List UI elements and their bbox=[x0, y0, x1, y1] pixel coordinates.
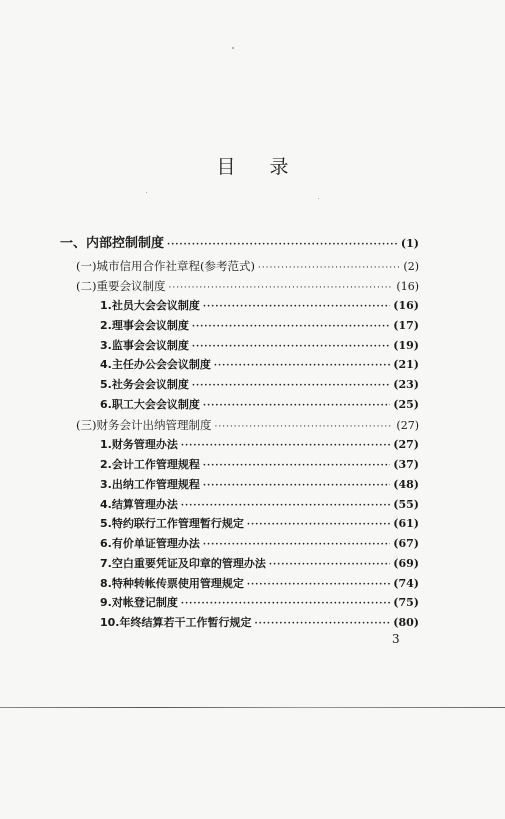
toc-entry-label: 3.出纳工作管理规程 bbox=[100, 478, 200, 491]
toc-entry-label: 一、内部控制制度 bbox=[60, 236, 165, 251]
toc-entry[interactable] bbox=[100, 536, 419, 553]
leader-dots bbox=[203, 458, 390, 474]
toc-entry[interactable] bbox=[100, 298, 419, 315]
toc-entry-page: (75) bbox=[393, 596, 419, 609]
toc-entry-page: (25) bbox=[393, 398, 419, 411]
toc-title: 目 录 bbox=[216, 156, 303, 178]
toc-entry-page: (23) bbox=[393, 378, 419, 391]
leader-dots bbox=[214, 358, 390, 374]
toc-entry-page: (55) bbox=[393, 498, 419, 511]
toc-entry[interactable] bbox=[100, 397, 419, 414]
toc-entry-label: 5.特约联行工作管理暂行规定 bbox=[100, 517, 244, 530]
leader-dots bbox=[192, 378, 390, 394]
toc-entry-page: (17) bbox=[393, 319, 419, 332]
toc-entry[interactable] bbox=[100, 437, 419, 454]
toc-entry-label: 8.特种转帐传票使用管理规定 bbox=[100, 577, 244, 590]
toc-entry-label: 10.年终结算若干工作暂行规定 bbox=[100, 616, 252, 629]
scan-speck bbox=[146, 192, 147, 193]
leader-dots bbox=[203, 537, 390, 553]
toc-entry[interactable] bbox=[100, 477, 419, 494]
leader-dots bbox=[168, 280, 393, 296]
toc-entry-label: 4.主任办公会会议制度 bbox=[100, 358, 211, 371]
toc-entry[interactable] bbox=[100, 556, 419, 573]
toc-entry-page: (67) bbox=[393, 537, 419, 550]
toc-entry-label: 1.社员大会会议制度 bbox=[100, 299, 200, 312]
toc-entry-label: 2.理事会会议制度 bbox=[100, 319, 189, 332]
toc-entry-page: (74) bbox=[393, 577, 419, 590]
toc-entry-page: (16) bbox=[396, 280, 419, 293]
leader-dots bbox=[255, 616, 391, 632]
toc-entry-page: (48) bbox=[393, 478, 419, 491]
toc-entry-page: (27) bbox=[396, 419, 419, 432]
toc-entry-page: (37) bbox=[393, 458, 419, 471]
toc-entry-page: (2) bbox=[403, 260, 419, 273]
toc-entry-page: (80) bbox=[393, 616, 419, 629]
leader-dots bbox=[167, 237, 398, 253]
toc-entry[interactable] bbox=[76, 258, 419, 276]
bottom-rule bbox=[0, 707, 505, 708]
leader-dots bbox=[203, 398, 390, 414]
toc-entry-label: 6.职工大会会议制度 bbox=[100, 398, 200, 411]
leader-dots bbox=[203, 299, 390, 315]
scan-speck bbox=[232, 47, 234, 49]
toc-entry-page: (21) bbox=[393, 358, 419, 371]
toc-entry-label: 2.会计工作管理规程 bbox=[100, 458, 200, 471]
toc-entry-label: 7.空白重要凭证及印章的管理办法 bbox=[100, 557, 266, 570]
leader-dots bbox=[181, 596, 390, 612]
leader-dots bbox=[192, 319, 390, 335]
toc-entry[interactable] bbox=[76, 278, 419, 296]
toc-entry[interactable] bbox=[100, 576, 419, 593]
leader-dots bbox=[258, 260, 400, 276]
toc-entry[interactable] bbox=[100, 457, 419, 474]
leader-dots bbox=[214, 419, 393, 435]
toc-entry[interactable] bbox=[100, 318, 419, 335]
leader-dots bbox=[247, 517, 390, 533]
toc-entry[interactable] bbox=[100, 615, 419, 632]
leader-dots bbox=[203, 478, 390, 494]
toc-entry-page: (16) bbox=[393, 299, 419, 312]
leader-dots bbox=[181, 498, 390, 514]
toc-entry-page: (61) bbox=[393, 517, 419, 530]
toc-entry[interactable] bbox=[100, 595, 419, 612]
toc-entry[interactable] bbox=[100, 497, 419, 514]
toc-entry-page: (19) bbox=[393, 339, 419, 352]
toc-entry[interactable] bbox=[76, 417, 419, 435]
toc-entry-label: 3.监事会会议制度 bbox=[100, 339, 189, 352]
toc-entry[interactable] bbox=[100, 516, 419, 533]
toc-entry[interactable] bbox=[60, 236, 419, 253]
toc-entry-label: 4.结算管理办法 bbox=[100, 498, 178, 511]
toc-entry[interactable] bbox=[100, 338, 419, 355]
toc-entry-label: 9.对帐登记制度 bbox=[100, 596, 178, 609]
toc-entry-label: 6.有价单证管理办法 bbox=[100, 537, 200, 550]
toc-entry-page: (27) bbox=[393, 438, 419, 451]
toc-entry[interactable] bbox=[100, 377, 419, 394]
leader-dots bbox=[192, 339, 390, 355]
leader-dots bbox=[269, 557, 390, 573]
toc-entry-label: 5.社务会会议制度 bbox=[100, 378, 189, 391]
toc-entry-label: (一)城市信用合作社章程(参考范式) bbox=[76, 259, 255, 273]
toc-entry-label: (二)重要会议制度 bbox=[76, 279, 166, 293]
toc-entry-label: (三)财务会计出纳管理制度 bbox=[76, 418, 212, 432]
page-number: 3 bbox=[392, 632, 400, 646]
scan-speck bbox=[318, 198, 319, 199]
leader-dots bbox=[247, 577, 390, 593]
toc-entry-label: 1.财务管理办法 bbox=[100, 438, 178, 451]
toc-entry-page: (69) bbox=[393, 557, 419, 570]
toc-entry-page: (1) bbox=[400, 237, 419, 250]
leader-dots bbox=[181, 438, 390, 454]
toc-entry[interactable] bbox=[100, 357, 419, 374]
